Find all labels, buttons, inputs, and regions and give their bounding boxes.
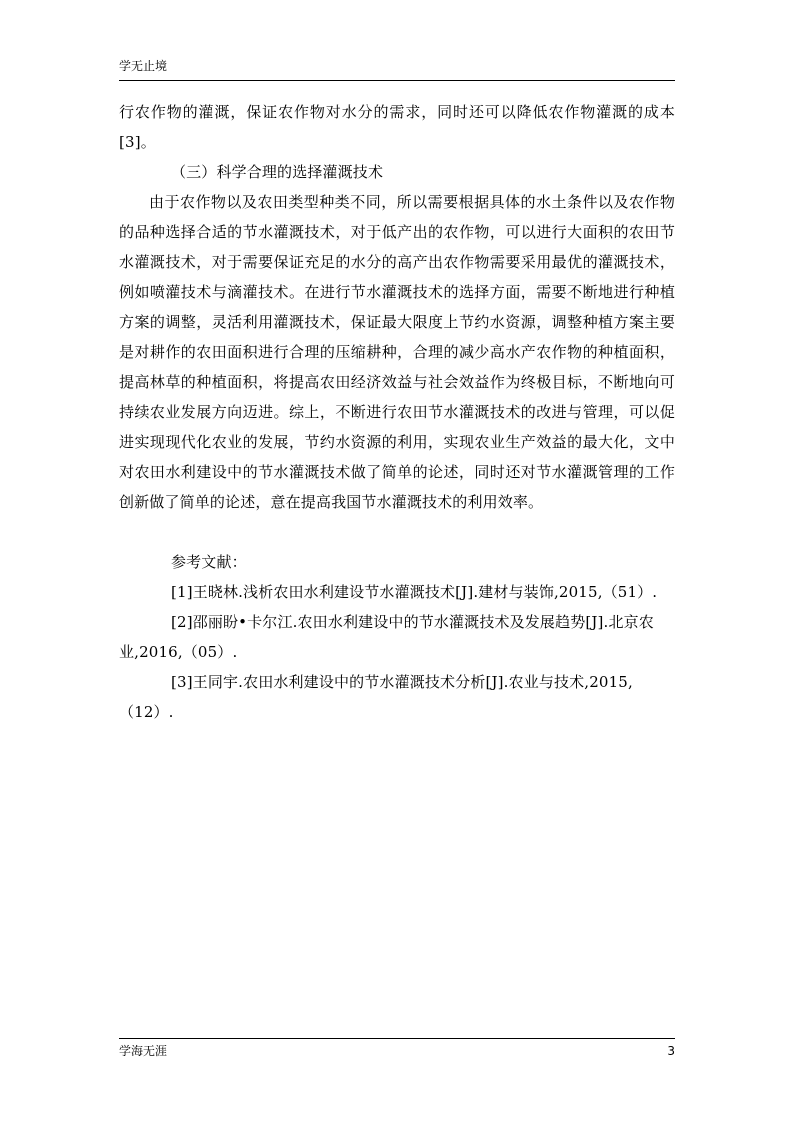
reference-item-2: [2]邵丽盼•卡尔江.农田水利建设中的节水灌溉技术及发展趋势[J].北京农业,2016,（05）.: [119, 613, 654, 661]
page-body: [119, 97, 675, 727]
page-header: 学无止境: [119, 59, 168, 73]
body-paragraph: 由于农作物以及农田类型种类不同，所以需要根据具体的水土条件以及农作物的品种选择合适的节水灌溉技术，对于低产出的农作物，可以进行大面积的农田节水灌溉技术，对于需要保证充足的水分的高产出农作物需要采用最优的灌溉技术，例如喷灌技术与滴灌技术。在进行节水灌溉技术的选择方面，需要不断地进行种植方案的调整，灵活利用灌溉技术，保证最大限度上节约水资源，调整种植方案主要是对耕作的农田面积进行合理的压缩耕种，合理的减少高水产农作物的种植面积，提高林草的种植面积，将提高农田经济效益与社会效益作为终极目标，不断地向可持续农业发展方向迈进。综上，不断进行农田节水灌溉技术的改进与管理，可以促进实现现代化农业的发展，节约水资源的利用，实现农业生产效益的最大化，文中对农田水利建设中的节水灌溉技术做了简单的论述，同时还对节水灌溉管理的工作创新做了简单的论述，意在提高我国节水灌溉技术的利用效率。: [119, 193, 675, 511]
reference-item-3: [3]王同宇.农田水利建设中的节水灌溉技术分析[J].农业与技术,2015,（12）.: [119, 673, 633, 721]
page-footer: 学海无涯: [119, 1044, 168, 1058]
footer-divider: [119, 1038, 675, 1039]
continuation-paragraph: 行农作物的灌溉，保证农作物对水分的需求，同时还可以降低农作物灌溉的成本[3]。: [119, 103, 675, 151]
reference-item-1: [1]王晓林.浅析农田水利建设节水灌溉技术[J].建材与装饰,2015,（51）.: [171, 583, 658, 601]
page-number: 3: [667, 1044, 675, 1058]
references-title: 参考文献：: [171, 553, 247, 571]
header-divider: [119, 80, 675, 81]
section-heading: （三）科学合理的选择灌溉技术: [171, 163, 384, 181]
